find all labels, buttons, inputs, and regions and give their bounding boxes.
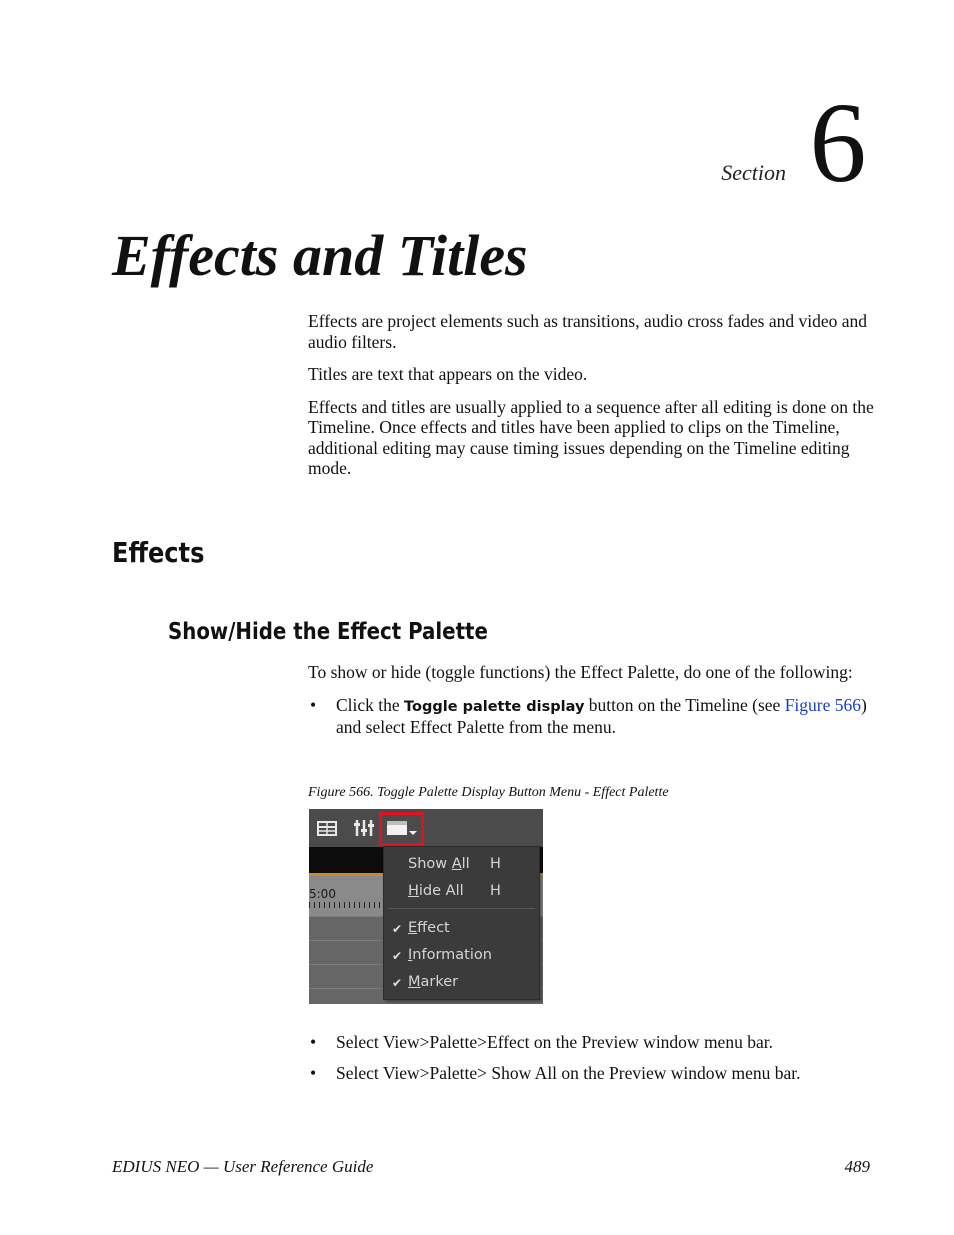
menu-item-effect[interactable]: Effect [408, 920, 450, 936]
checkmark-icon: ✔ [392, 949, 403, 963]
toggle-palette-screenshot [309, 809, 543, 1004]
timeline-toolbar [309, 809, 543, 847]
mixer-icon[interactable] [353, 818, 375, 838]
intro-text [308, 311, 874, 491]
figure-caption: Figure 566. Toggle Palette Display Button Menu - Effect Palette [308, 785, 669, 800]
page-number: 489 [844, 1157, 870, 1176]
bullet-dot: • [310, 694, 317, 715]
grid-icon[interactable] [316, 818, 338, 838]
checkmark-icon: ✔ [392, 922, 403, 936]
bullet-text: Select View>Palette> Show All on the Preview window menu bar. [336, 1062, 801, 1083]
intro-paragraph: Effects are project elements such as transitions, audio cross fades and video and audio filters. [308, 311, 868, 352]
bullet-text: button on the Timeline (see [584, 694, 785, 715]
ruler-timecode: 5:00 [309, 887, 336, 901]
menu-item-information[interactable]: Information [408, 947, 492, 963]
bullets-after [308, 1032, 874, 1083]
menu-item-marker[interactable]: Marker [408, 974, 459, 990]
intro-paragraph: Effects and titles are usually applied to a sequence after all editing is done on the Timeline. Once effects and titles have been applied to clips on the Timeline, additional editing may cause timing issues depending on the Timeline editing mode. [308, 396, 874, 478]
menu-shortcut: H [490, 883, 501, 899]
bullet-text: ) and select Effect Palette from the menu. [336, 694, 867, 737]
bullet-text: Click the [336, 694, 405, 715]
section-label: Section [721, 160, 786, 185]
heading-effects: Effects [112, 536, 205, 569]
figure-link[interactable]: Figure 566 [784, 694, 862, 715]
intro-paragraph: Titles are text that appears on the video. [308, 364, 588, 384]
menu-separator [388, 908, 535, 909]
highlight-box [379, 812, 424, 846]
menu-shortcut: H [490, 856, 501, 872]
bullet-text: Select View>Palette>Effect on the Preview window menu bar. [336, 1032, 773, 1052]
step-intro: To show or hide (toggle functions) the Effect Palette, do one of the following: [308, 662, 853, 682]
checkmark-icon: ✔ [392, 976, 403, 990]
palette-dropdown-menu [383, 846, 540, 1000]
section-number: 6 [809, 79, 867, 206]
menu-item-show-all[interactable]: Show All [408, 856, 470, 872]
step-section [308, 662, 874, 738]
menu-item-hide-all[interactable]: Hide All [408, 883, 464, 899]
bullet-dot: • [310, 1032, 317, 1052]
bullet-item [308, 1063, 874, 1084]
heading-show-hide-palette: Show/Hide the Effect Palette [168, 619, 488, 645]
bullet-item [308, 695, 874, 738]
ui-term-toggle-palette-display: Toggle palette display [404, 698, 585, 715]
bullet-dot: • [310, 1062, 317, 1083]
chapter-title: Effects and Titles [112, 223, 528, 288]
bullet-item [308, 1032, 874, 1053]
footer-guide-title: EDIUS NEO — User Reference Guide [112, 1157, 374, 1176]
